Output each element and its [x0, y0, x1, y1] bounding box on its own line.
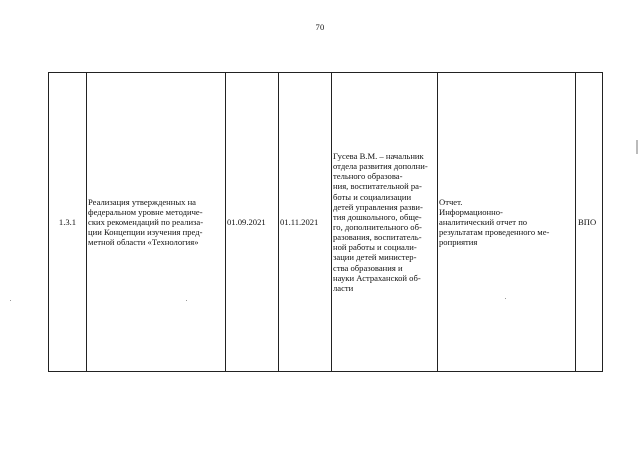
responsible-line: Гусева В.М. – начальник — [333, 151, 424, 162]
page-number: 70 — [315, 22, 325, 32]
description-line: метной области «Технология» — [88, 237, 199, 248]
responsible-line: ства образования и — [333, 262, 403, 273]
responsible-line: разования, воспитатель- — [333, 232, 422, 243]
responsible-line: боты и социализации — [333, 191, 412, 202]
scan-edge-mark — [636, 140, 638, 154]
description-line: ции Концепции изучения пред- — [88, 227, 203, 238]
description-line: федеральном уровне методиче- — [88, 206, 203, 217]
responsible-person-cell — [332, 73, 438, 372]
responsible-line: детей управления разви- — [333, 201, 423, 212]
end-date-cell: 01.11.2021 — [279, 73, 332, 372]
plan-table-grid — [48, 72, 603, 372]
start-date-cell: 01.09.2021 — [226, 73, 279, 372]
responsible-line: зации детей министер- — [333, 252, 417, 263]
result-line: результатам проведенного ме- — [439, 227, 550, 238]
result-line: аналитический отчет по — [439, 216, 528, 227]
activity-description-cell — [87, 73, 226, 372]
responsible-line: го, дополнительного об- — [333, 222, 422, 232]
organization-cell: ВПО — [576, 73, 603, 372]
row-number-cell: 1.3.1 — [49, 73, 87, 372]
responsible-line: ной работы и социали- — [333, 242, 417, 253]
plan-table — [48, 72, 602, 372]
scan-speck — [505, 298, 506, 299]
scan-speck — [10, 300, 11, 301]
table-row — [49, 73, 603, 372]
description-line: ских рекомендаций по реализа- — [88, 216, 204, 227]
description-line: Реализация утвержденных на — [88, 196, 196, 207]
responsible-line: тельного образова- — [333, 171, 403, 182]
responsible-line: науки Астраханской об- — [333, 272, 421, 283]
responsible-line: ния, воспитательной ра- — [333, 181, 422, 192]
result-line: Отчет. — [439, 196, 463, 207]
result-line: роприятия — [439, 237, 478, 248]
expected-result-cell — [438, 73, 576, 372]
result-line: Информационно- — [439, 206, 503, 217]
responsible-line: ласти — [333, 282, 354, 293]
scan-speck — [186, 300, 187, 301]
responsible-line: тия дошкольного, обще- — [333, 211, 422, 222]
responsible-line: отдела развития дополни- — [333, 161, 428, 172]
